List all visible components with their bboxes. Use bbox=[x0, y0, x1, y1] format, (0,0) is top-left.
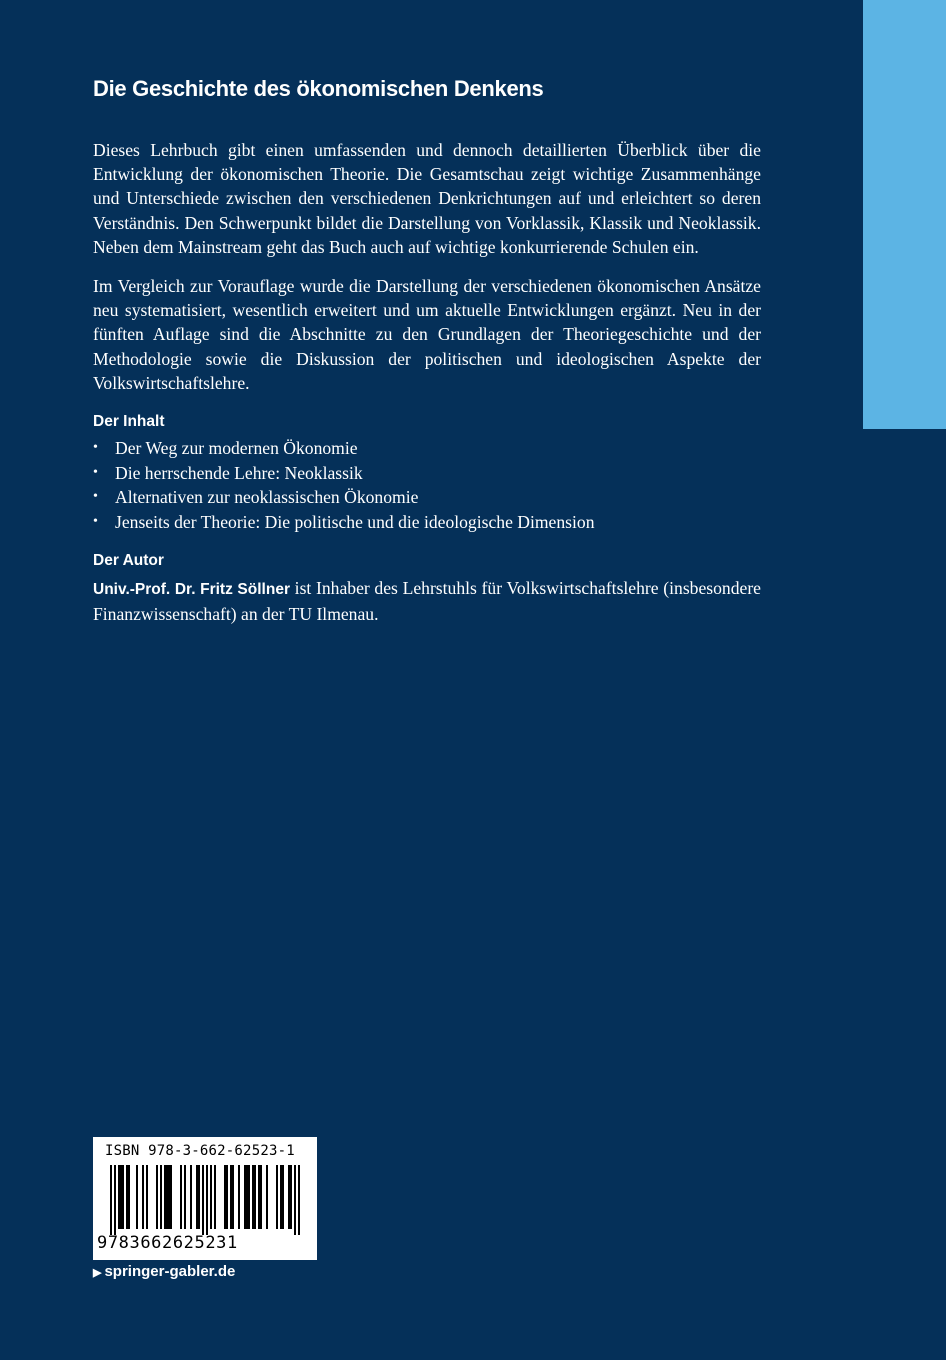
barcode-bar bbox=[128, 1165, 130, 1229]
barcode-bar bbox=[214, 1165, 216, 1229]
barcode-digits: 9783662625231 bbox=[97, 1233, 238, 1253]
list-item-text: Der Weg zur modernen Ökonomie bbox=[115, 438, 358, 459]
barcode-bar bbox=[170, 1165, 172, 1229]
bullet-icon: • bbox=[93, 489, 98, 505]
barcode-bar bbox=[190, 1165, 192, 1229]
accent-bar bbox=[863, 0, 946, 429]
barcode-bar bbox=[168, 1165, 170, 1229]
barcode-graphic bbox=[105, 1165, 305, 1235]
barcode-bar bbox=[164, 1165, 166, 1229]
barcode-bar bbox=[122, 1165, 124, 1229]
barcode-bar bbox=[280, 1165, 282, 1229]
barcode-bar bbox=[226, 1165, 228, 1229]
barcode-bar bbox=[294, 1165, 296, 1235]
website-text: springer-gabler.de bbox=[104, 1263, 236, 1280]
barcode-bar bbox=[156, 1165, 158, 1229]
barcode-bar bbox=[184, 1165, 186, 1229]
contents-heading: Der Inhalt bbox=[93, 413, 165, 431]
author-heading: Der Autor bbox=[93, 552, 164, 570]
list-item-text: Alternativen zur neoklassischen Ökonomie bbox=[115, 487, 419, 508]
barcode-bar bbox=[180, 1165, 182, 1229]
book-title: Die Geschichte des ökonomischen Denkens bbox=[93, 76, 544, 101]
back-cover-content bbox=[93, 72, 761, 641]
barcode-bar bbox=[202, 1165, 204, 1235]
barcode-bar bbox=[298, 1165, 300, 1235]
bullet-icon: • bbox=[93, 440, 98, 456]
barcode-bar bbox=[120, 1165, 122, 1229]
bullet-icon: • bbox=[93, 513, 98, 529]
arrow-right-icon: ▶ bbox=[93, 1267, 102, 1279]
publisher-website[interactable] bbox=[93, 1263, 235, 1280]
isbn-label: ISBN 978-3-662-62523-1 bbox=[105, 1143, 295, 1159]
barcode-bar bbox=[230, 1165, 232, 1229]
barcode-bar bbox=[238, 1165, 240, 1229]
barcode-bar bbox=[136, 1165, 138, 1229]
author-description: ist Inhaber des Lehrstuhls für Volkswirtschaftslehre (insbesondere Finanzwissenschaft) an der TU Ilmenau. bbox=[93, 578, 761, 625]
barcode-bar bbox=[276, 1165, 278, 1229]
barcode-bar bbox=[252, 1165, 254, 1229]
barcode-bar bbox=[260, 1165, 262, 1229]
author-name: Univ.-Prof. Dr. Fritz Söllner bbox=[93, 581, 290, 599]
barcode-bar bbox=[254, 1165, 256, 1229]
barcode-bar bbox=[114, 1165, 116, 1235]
barcode-bar bbox=[166, 1165, 168, 1229]
list-item bbox=[93, 461, 761, 486]
barcode-bar bbox=[288, 1165, 290, 1229]
isbn-barcode bbox=[93, 1137, 317, 1260]
contents-list bbox=[93, 436, 761, 534]
author-bio bbox=[93, 576, 761, 626]
barcode-bar bbox=[110, 1165, 112, 1235]
barcode-bar bbox=[224, 1165, 226, 1229]
list-item-text: Die herrschende Lehre: Neoklassik bbox=[115, 462, 363, 483]
barcode-bar bbox=[290, 1165, 292, 1229]
list-item bbox=[93, 436, 761, 461]
bullet-icon: • bbox=[93, 464, 98, 480]
barcode-bar bbox=[142, 1165, 144, 1229]
barcode-bar bbox=[210, 1165, 212, 1229]
barcode-bar bbox=[206, 1165, 208, 1235]
barcode-bar bbox=[196, 1165, 198, 1229]
list-item bbox=[93, 485, 761, 510]
barcode-bar bbox=[258, 1165, 260, 1229]
description-paragraph-2: Im Vergleich zur Vorauflage wurde die Darstellung der verschiedenen ökonomischen Ansätze neu systematisiert, wesentlich erweitert und um aktuelle Entwicklungen ergänzt. Neu in der fünften Auflage sind die Abschnitte zu den Grundlagen der Theoriegeschichte und der Methodologie sowie die Diskussion der politischen und ideologischen Aspekte der Volkswirtschaftslehre. bbox=[93, 276, 761, 393]
barcode-bar bbox=[282, 1165, 284, 1229]
barcode-bar bbox=[198, 1165, 200, 1229]
barcode-bar bbox=[232, 1165, 234, 1229]
barcode-bar bbox=[248, 1165, 250, 1229]
barcode-bar bbox=[266, 1165, 268, 1229]
barcode-bar bbox=[246, 1165, 248, 1229]
list-item bbox=[93, 510, 761, 535]
barcode-bar bbox=[160, 1165, 162, 1229]
barcode-bar bbox=[146, 1165, 148, 1229]
barcode-bar bbox=[244, 1165, 246, 1229]
barcode-bar bbox=[118, 1165, 120, 1229]
description-paragraph-1: Dieses Lehrbuch gibt einen umfassenden und dennoch detaillierten Überblick über die Entwicklung der ökonomischen Theorie. Die Gesamtschau zeigt wichtige Zusammenhänge und Unterschiede zwischen den verschiedenen Denkrichtungen auf und erleichtert so deren Verständnis. Den Schwerpunkt bildet die Darstellung von Vorklassik, Klassik und Neoklassik. Neben dem Mainstream geht das Buch auch auf wichtige konkurrierende Schulen ein. bbox=[93, 140, 761, 257]
barcode-bar bbox=[126, 1165, 128, 1229]
list-item-text: Jenseits der Theorie: Die politische und die ideologische Dimension bbox=[115, 511, 595, 532]
